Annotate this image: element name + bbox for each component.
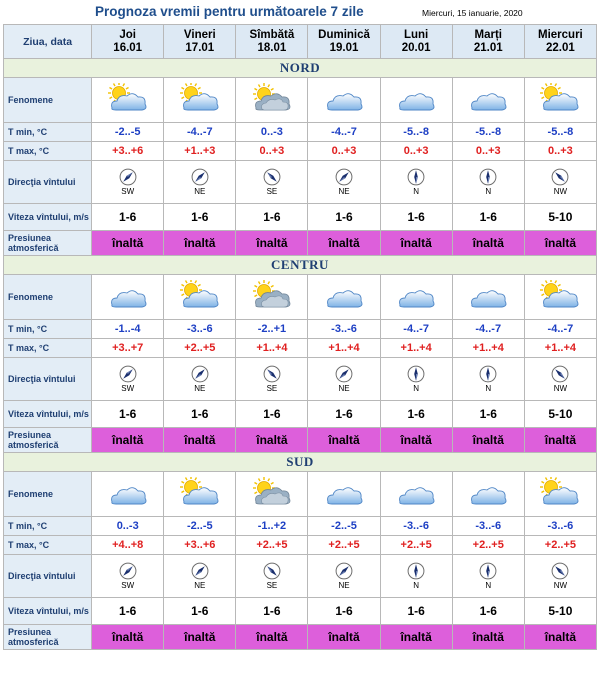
wind-direction-text: NW	[553, 581, 568, 590]
wind-speed-value: 1-6	[380, 401, 452, 428]
wind-direction-cell	[308, 161, 380, 204]
weather-icon-cell	[380, 275, 452, 320]
tmin-label: T min, °C	[4, 517, 92, 536]
pressure-label: Presiunea atmosferică	[4, 625, 92, 650]
wind-direction-label: Direcţia vîntului	[4, 358, 92, 401]
wind-direction-row	[4, 555, 597, 598]
weather-icon-cell	[380, 472, 452, 517]
pressure-value: înaltă	[524, 428, 596, 453]
pressure-value: înaltă	[92, 625, 164, 650]
compass-arrow-icon	[479, 365, 497, 383]
tmax-value: +2..+5	[524, 536, 596, 555]
partly-cloudy-sun-icon	[538, 477, 582, 507]
wind-speed-value: 5-10	[524, 204, 596, 231]
wind-direction-text: NE	[338, 581, 350, 590]
day-date: 19.01	[329, 41, 359, 54]
day-name: Luni	[403, 28, 429, 41]
cloudy-icon	[106, 280, 150, 310]
region-row	[4, 256, 597, 275]
pressure-label: Presiunea atmosferică	[4, 428, 92, 453]
wind-direction-text: NE	[194, 187, 206, 196]
tmin-value: -2..-5	[164, 517, 236, 536]
pressure-value: înaltă	[452, 625, 524, 650]
wind-speed-value: 1-6	[452, 204, 524, 231]
pressure-value: înaltă	[308, 231, 380, 256]
phenomena-row	[4, 472, 597, 517]
tmax-value: +1..+4	[524, 339, 596, 358]
wind-speed-value: 1-6	[308, 204, 380, 231]
tmin-value: -4..-7	[308, 123, 380, 142]
wind-direction	[308, 168, 379, 196]
wind-direction	[92, 168, 163, 196]
tmin-value: -4..-7	[452, 320, 524, 339]
tmin-value: -4..-7	[164, 123, 236, 142]
wind-direction-text: SE	[266, 581, 278, 590]
tmax-value: +2..+5	[452, 536, 524, 555]
cloudy-icon	[466, 477, 510, 507]
day-header-3	[308, 25, 380, 59]
wind-speed-value: 1-6	[164, 204, 236, 231]
wind-direction-text: N	[413, 384, 420, 393]
wind-direction-text: N	[413, 581, 420, 590]
phenomena-label: Fenomene	[4, 472, 92, 517]
compass-arrow-icon	[263, 168, 281, 186]
phenomena-row	[4, 275, 597, 320]
wind-speed-value: 1-6	[164, 401, 236, 428]
compass-arrow-icon	[407, 365, 425, 383]
tmin-value: 0..-3	[236, 123, 308, 142]
wind-direction-cell	[92, 555, 164, 598]
region-title: NORD	[4, 59, 597, 78]
wind-direction	[236, 562, 307, 590]
compass-arrow-icon	[551, 168, 569, 186]
pressure-value: înaltă	[524, 231, 596, 256]
tmin-label: T min, °C	[4, 123, 92, 142]
wind-direction	[525, 562, 596, 590]
wind-direction-text: NE	[194, 581, 206, 590]
cloudy-sun-icon	[250, 477, 294, 507]
tmax-value: +2..+5	[380, 536, 452, 555]
tmax-row	[4, 142, 597, 161]
compass-arrow-icon	[335, 365, 353, 383]
tmin-value: -4..-7	[380, 320, 452, 339]
phenomena-label: Fenomene	[4, 78, 92, 123]
tmin-value: -3..-6	[164, 320, 236, 339]
compass-arrow-icon	[191, 365, 209, 383]
wind-speed-value: 5-10	[524, 598, 596, 625]
tmax-value: +1..+4	[236, 339, 308, 358]
partly-cloudy-sun-icon	[178, 280, 222, 310]
header-row	[4, 25, 597, 59]
wind-direction-text: SE	[266, 384, 278, 393]
wind-direction	[381, 168, 452, 196]
tmax-row	[4, 339, 597, 358]
wind-direction-text: NW	[553, 187, 568, 196]
weather-icon-cell	[236, 472, 308, 517]
day-date: 17.01	[185, 41, 215, 54]
tmin-value: -1..-4	[92, 320, 164, 339]
wind-direction-row	[4, 358, 597, 401]
wind-direction-cell	[524, 358, 596, 401]
day-date: 20.01	[401, 41, 431, 54]
compass-arrow-icon	[119, 168, 137, 186]
pressure-row	[4, 231, 597, 256]
wind-direction-cell	[380, 161, 452, 204]
compass-arrow-icon	[407, 562, 425, 580]
weather-icon-cell	[164, 275, 236, 320]
tmin-label: T min, °C	[4, 320, 92, 339]
tmin-value: -3..-6	[452, 517, 524, 536]
day-name: Joi	[119, 28, 136, 41]
weather-icon-cell	[452, 78, 524, 123]
wind-direction-cell	[164, 161, 236, 204]
wind-direction	[236, 365, 307, 393]
wind-direction	[236, 168, 307, 196]
pressure-value: înaltă	[92, 428, 164, 453]
phenomena-label: Fenomene	[4, 275, 92, 320]
pressure-label: Presiunea atmosferică	[4, 231, 92, 256]
pressure-value: înaltă	[452, 231, 524, 256]
wind-direction-text: N	[413, 187, 420, 196]
weather-icon-cell	[452, 275, 524, 320]
page-title: Prognoza vremii pentru următoarele 7 zile	[95, 4, 364, 19]
region-row	[4, 59, 597, 78]
tmax-value: +1..+4	[308, 339, 380, 358]
cloudy-icon	[394, 280, 438, 310]
cloudy-icon	[466, 83, 510, 113]
tmax-value: +2..+5	[164, 339, 236, 358]
tmax-value: 0..+3	[236, 142, 308, 161]
day-header-4	[380, 25, 452, 59]
compass-arrow-icon	[263, 365, 281, 383]
wind-speed-row	[4, 401, 597, 428]
pressure-row	[4, 428, 597, 453]
cloudy-sun-icon	[250, 280, 294, 310]
pressure-value: înaltă	[92, 231, 164, 256]
wind-speed-value: 1-6	[92, 401, 164, 428]
weather-icon-cell	[236, 275, 308, 320]
compass-arrow-icon	[335, 168, 353, 186]
pressure-value: înaltă	[164, 428, 236, 453]
cloudy-icon	[394, 83, 438, 113]
wind-direction	[308, 562, 379, 590]
region-title: CENTRU	[4, 256, 597, 275]
weather-icon-cell	[524, 275, 596, 320]
tmax-value: +1..+4	[452, 339, 524, 358]
wind-direction-text: N	[485, 187, 492, 196]
pressure-row	[4, 625, 597, 650]
compass-arrow-icon	[479, 168, 497, 186]
wind-direction-text: NW	[553, 384, 568, 393]
weather-icon-cell	[308, 275, 380, 320]
wind-speed-value: 1-6	[308, 401, 380, 428]
day-name: Miercuri	[538, 28, 583, 41]
wind-direction-text: SE	[266, 187, 278, 196]
wind-direction-cell	[236, 161, 308, 204]
wind-speed-value: 1-6	[380, 598, 452, 625]
wind-direction-text: SW	[121, 581, 135, 590]
wind-direction-label: Direcţia vîntului	[4, 161, 92, 204]
tmin-value: -2..-5	[308, 517, 380, 536]
wind-direction	[164, 168, 235, 196]
wind-direction	[525, 365, 596, 393]
wind-direction	[453, 168, 524, 196]
wind-direction-text: SW	[121, 187, 135, 196]
tmax-label: T max, °C	[4, 536, 92, 555]
wind-direction-cell	[236, 555, 308, 598]
wind-speed-value: 1-6	[452, 598, 524, 625]
tmax-value: +1..+3	[164, 142, 236, 161]
tmin-value: -3..-6	[380, 517, 452, 536]
tmin-row	[4, 517, 597, 536]
wind-direction	[164, 562, 235, 590]
tmax-value: +1..+4	[380, 339, 452, 358]
wind-speed-value: 1-6	[92, 204, 164, 231]
day-header-2	[236, 25, 308, 59]
pressure-value: înaltă	[308, 625, 380, 650]
wind-direction-text: SW	[121, 384, 135, 393]
day-name: Duminică	[318, 28, 370, 41]
day-date: 16.01	[113, 41, 143, 54]
wind-speed-row	[4, 598, 597, 625]
wind-direction-cell	[524, 161, 596, 204]
partly-cloudy-sun-icon	[538, 280, 582, 310]
wind-direction-text: NE	[338, 187, 350, 196]
tmax-row	[4, 536, 597, 555]
tmin-value: -2..-5	[92, 123, 164, 142]
wind-direction	[308, 365, 379, 393]
wind-direction	[525, 168, 596, 196]
partly-cloudy-sun-icon	[178, 477, 222, 507]
wind-direction-text: N	[485, 384, 492, 393]
pressure-value: înaltă	[380, 625, 452, 650]
wind-speed-value: 1-6	[380, 204, 452, 231]
wind-direction	[92, 365, 163, 393]
pressure-value: înaltă	[164, 625, 236, 650]
wind-speed-value: 1-6	[236, 204, 308, 231]
wind-speed-value: 1-6	[308, 598, 380, 625]
day-date: 18.01	[257, 41, 287, 54]
partly-cloudy-sun-icon	[178, 83, 222, 113]
tmax-value: +3..+6	[92, 142, 164, 161]
wind-direction-cell	[380, 555, 452, 598]
weather-icon-cell	[308, 78, 380, 123]
tmin-value: -5..-8	[380, 123, 452, 142]
wind-direction-cell	[452, 555, 524, 598]
wind-direction-cell	[308, 555, 380, 598]
pressure-value: înaltă	[236, 231, 308, 256]
weather-icon-cell	[92, 472, 164, 517]
compass-arrow-icon	[335, 562, 353, 580]
wind-speed-value: 1-6	[92, 598, 164, 625]
wind-direction-text: NE	[194, 384, 206, 393]
wind-direction-text: N	[485, 581, 492, 590]
tmin-value: -1..+2	[236, 517, 308, 536]
day-name: Marți	[474, 28, 502, 41]
tmin-row	[4, 320, 597, 339]
tmin-row	[4, 123, 597, 142]
phenomena-row	[4, 78, 597, 123]
tmax-value: +2..+5	[236, 536, 308, 555]
pressure-value: înaltă	[164, 231, 236, 256]
cloudy-sun-icon	[250, 83, 294, 113]
tmin-value: -3..-6	[308, 320, 380, 339]
wind-direction-cell	[308, 358, 380, 401]
cloudy-icon	[322, 83, 366, 113]
weather-icon-cell	[524, 78, 596, 123]
day-header-1	[164, 25, 236, 59]
partly-cloudy-sun-icon	[538, 83, 582, 113]
compass-arrow-icon	[551, 562, 569, 580]
compass-arrow-icon	[551, 365, 569, 383]
forecast-table	[3, 24, 597, 650]
wind-direction-cell	[380, 358, 452, 401]
issue-date: Miercuri, 15 ianuarie, 2020	[422, 8, 523, 18]
wind-speed-value: 1-6	[164, 598, 236, 625]
weather-icon-cell	[164, 472, 236, 517]
wind-speed-label: Viteza vîntului, m/s	[4, 204, 92, 231]
partly-cloudy-sun-icon	[106, 83, 150, 113]
wind-speed-label: Viteza vîntului, m/s	[4, 401, 92, 428]
wind-speed-value: 1-6	[236, 401, 308, 428]
wind-direction	[381, 365, 452, 393]
pressure-value: înaltă	[380, 231, 452, 256]
wind-speed-value: 5-10	[524, 401, 596, 428]
weather-icon-cell	[308, 472, 380, 517]
tmax-value: 0..+3	[524, 142, 596, 161]
wind-direction-cell	[452, 358, 524, 401]
cloudy-icon	[466, 280, 510, 310]
region-row	[4, 453, 597, 472]
wind-direction	[453, 365, 524, 393]
wind-direction-cell	[236, 358, 308, 401]
wind-speed-row	[4, 204, 597, 231]
compass-arrow-icon	[191, 168, 209, 186]
day-header-5	[452, 25, 524, 59]
compass-arrow-icon	[479, 562, 497, 580]
wind-direction-row	[4, 161, 597, 204]
weather-icon-cell	[236, 78, 308, 123]
compass-arrow-icon	[191, 562, 209, 580]
wind-speed-value: 1-6	[452, 401, 524, 428]
tmin-value: -5..-8	[452, 123, 524, 142]
wind-direction	[164, 365, 235, 393]
wind-direction-text: NE	[338, 384, 350, 393]
wind-direction	[453, 562, 524, 590]
tmin-value: -4..-7	[524, 320, 596, 339]
tmin-value: -5..-8	[524, 123, 596, 142]
weather-icon-cell	[452, 472, 524, 517]
cloudy-icon	[394, 477, 438, 507]
weather-icon-cell	[380, 78, 452, 123]
wind-direction-cell	[92, 161, 164, 204]
tmax-value: +4..+8	[92, 536, 164, 555]
pressure-value: înaltă	[524, 625, 596, 650]
tmax-value: +2..+5	[308, 536, 380, 555]
wind-direction	[381, 562, 452, 590]
tmin-value: 0..-3	[92, 517, 164, 536]
tmax-value: +3..+6	[164, 536, 236, 555]
tmax-value: +3..+7	[92, 339, 164, 358]
region-title: SUD	[4, 453, 597, 472]
wind-direction-cell	[164, 358, 236, 401]
day-date: 21.01	[473, 41, 503, 54]
tmin-value: -3..-6	[524, 517, 596, 536]
day-header-6	[524, 25, 596, 59]
pressure-value: înaltă	[308, 428, 380, 453]
wind-direction-cell	[164, 555, 236, 598]
cloudy-icon	[106, 477, 150, 507]
day-name: Sîmbătă	[249, 28, 295, 41]
weather-icon-cell	[92, 78, 164, 123]
wind-direction	[92, 562, 163, 590]
tmax-value: 0..+3	[308, 142, 380, 161]
tmax-value: 0..+3	[452, 142, 524, 161]
header-label: Ziua, data	[4, 25, 92, 59]
pressure-value: înaltă	[236, 428, 308, 453]
compass-arrow-icon	[263, 562, 281, 580]
pressure-value: înaltă	[380, 428, 452, 453]
compass-arrow-icon	[119, 562, 137, 580]
wind-direction-cell	[524, 555, 596, 598]
cloudy-icon	[322, 477, 366, 507]
day-header-0	[92, 25, 164, 59]
tmin-value: -2..+1	[236, 320, 308, 339]
wind-speed-label: Viteza vîntului, m/s	[4, 598, 92, 625]
wind-direction-cell	[92, 358, 164, 401]
weather-icon-cell	[164, 78, 236, 123]
wind-direction-cell	[452, 161, 524, 204]
pressure-value: înaltă	[452, 428, 524, 453]
compass-arrow-icon	[407, 168, 425, 186]
wind-direction-label: Direcţia vîntului	[4, 555, 92, 598]
tmax-label: T max, °C	[4, 142, 92, 161]
wind-speed-value: 1-6	[236, 598, 308, 625]
tmax-value: 0..+3	[380, 142, 452, 161]
day-date: 22.01	[546, 41, 575, 54]
weather-icon-cell	[524, 472, 596, 517]
tmax-label: T max, °C	[4, 339, 92, 358]
cloudy-icon	[322, 280, 366, 310]
pressure-value: înaltă	[236, 625, 308, 650]
page-header	[0, 2, 600, 22]
compass-arrow-icon	[119, 365, 137, 383]
weather-icon-cell	[92, 275, 164, 320]
day-name: Vineri	[183, 28, 216, 41]
